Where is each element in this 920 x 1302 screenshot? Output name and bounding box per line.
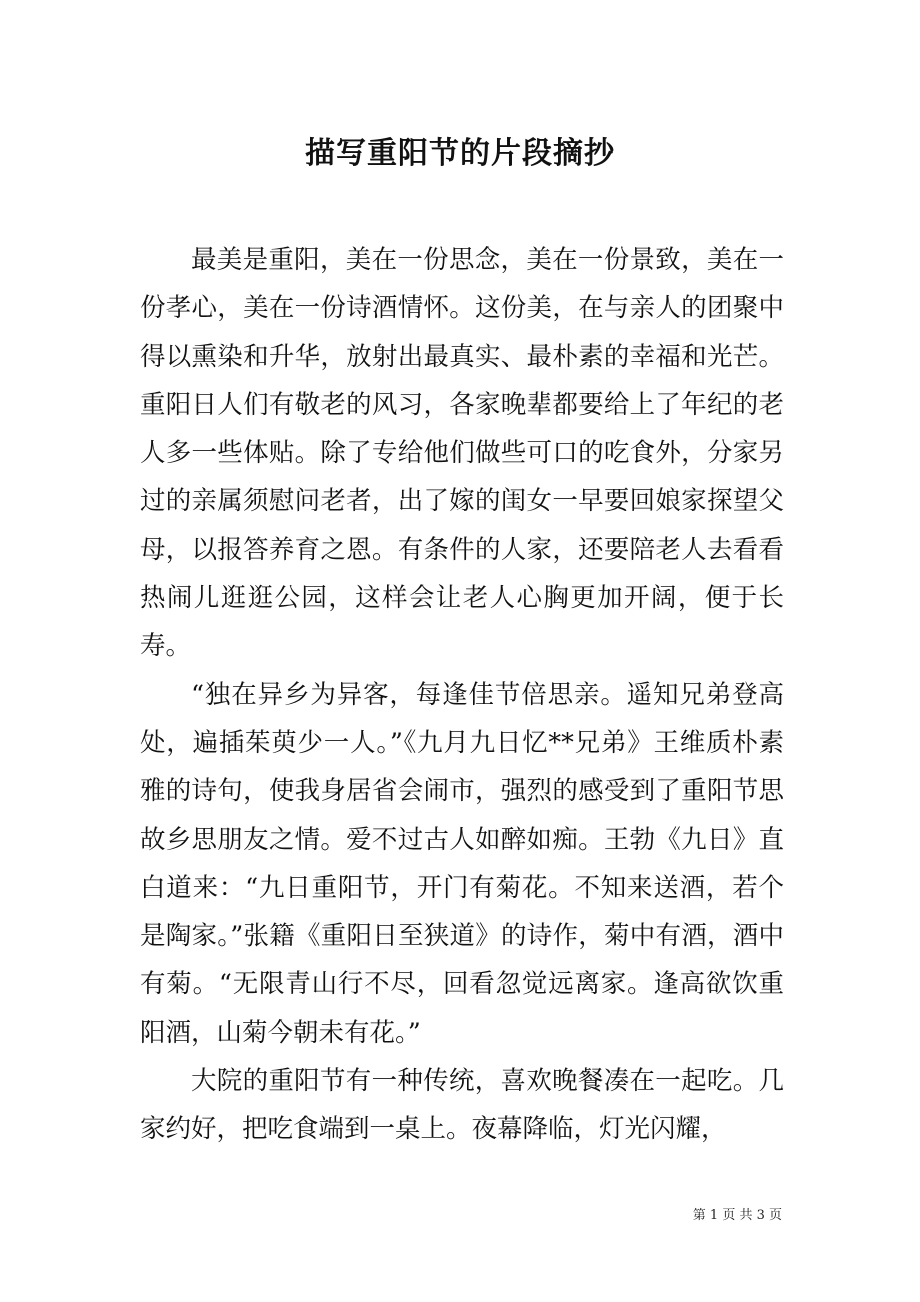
paragraph: “独在异乡为异客，每逢佳节倍思亲。遥知兄弟登高处，遍插茱萸少一人。”《九月九日忆**兄弟》王维质朴素雅的诗句，使我身居省会闹市，强烈的感受到了重阳节思故乡思朋友之情。爱不过古人如醉如痴。王勃《九日》直白道来：“九日重阳节，开门有菊花。不知来送酒，若个是陶家。”张籍《重阳日至狭道》的诗作，菊中有酒，酒中有菊。“无限青山行不尽，回看忽觉远离家。逢高欲饮重阳酒，山菊今朝未有花。” — [140, 679, 784, 1048]
paragraph: 最美是重阳，美在一份思念，美在一份景致，美在一份孝心，美在一份诗酒情怀。这份美，在与亲人的团聚中得以熏染和升华，放射出最真实、最朴素的幸福和光芒。重阳日人们有敬老的风习，各家晚辈都要给上了年纪的老人多一些体贴。除了专给他们做些可口的吃食外，分家另过的亲属须慰问老者，出了嫁的闺女一早要回娘家探望父母，以报答养育之恩。有条件的人家，还要陪老人去看看热闹儿逛逛公园，这样会让老人心胸更加开阔，便于长寿。 — [140, 245, 784, 662]
document-body — [140, 236, 784, 1154]
page-number-footer: 第 1 页 共 3 页 — [692, 1208, 782, 1223]
page-title: 描写重阳节的片段摘抄 — [305, 136, 615, 171]
paragraph: 大院的重阳节有一种传统，喜欢晚餐凑在一起吃。几家约好，把吃食端到一桌上。夜幕降临，灯光闪耀， — [140, 1066, 784, 1145]
